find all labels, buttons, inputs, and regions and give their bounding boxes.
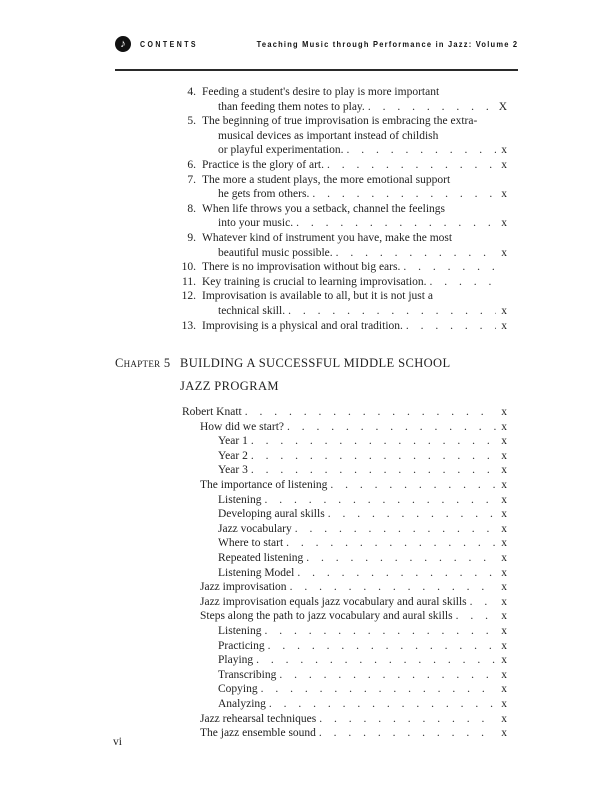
page-marker: x xyxy=(501,479,507,492)
toc-entry-row[interactable] xyxy=(115,697,507,712)
page-marker: X xyxy=(498,100,507,113)
toc-entry-row[interactable] xyxy=(115,143,507,158)
toc-entry-row[interactable] xyxy=(115,463,507,478)
toc-entry-row[interactable] xyxy=(115,668,507,683)
header-left xyxy=(115,36,211,52)
chapter-entry-list xyxy=(115,405,507,741)
entry-text: Year 1 xyxy=(218,435,248,448)
page-footer xyxy=(113,736,122,748)
entry-text: The importance of listening xyxy=(200,479,328,492)
dot-leader xyxy=(344,143,496,158)
entry-text: he gets from others. xyxy=(218,188,310,201)
page-marker: x xyxy=(501,464,507,477)
dot-leader xyxy=(365,100,496,115)
page-marker: x xyxy=(501,522,507,535)
entry-text: Listening xyxy=(218,625,262,637)
page-marker: x xyxy=(501,246,507,259)
toc-entry-row[interactable] xyxy=(115,507,507,522)
toc-entry-row[interactable] xyxy=(115,639,507,654)
page-header xyxy=(115,36,518,52)
entry-text: Jazz improvisation xyxy=(200,581,287,594)
entry-text: Robert Knatt xyxy=(182,406,242,419)
page-marker: x xyxy=(501,537,507,550)
entry-text: Year 3 xyxy=(218,464,248,477)
entry-text: Jazz vocabulary xyxy=(218,522,292,535)
dot-leader xyxy=(333,246,496,261)
entry-text: The more a student plays, the more emotional support xyxy=(202,173,451,186)
toc-entry-row[interactable] xyxy=(115,216,507,231)
entry-text: technical skill. xyxy=(218,304,286,317)
dot-leader xyxy=(316,726,496,741)
page-marker: x xyxy=(501,217,507,230)
page-marker: x xyxy=(501,595,507,608)
chapter-section xyxy=(115,352,507,741)
toc-entry-row[interactable] xyxy=(115,595,507,610)
dot-leader xyxy=(467,595,496,610)
entry-text: musical devices as important instead of childish xyxy=(218,129,439,142)
entry-text: Jazz improvisation equals jazz vocabulary and aural skills xyxy=(200,595,467,608)
page-marker: x xyxy=(501,654,507,667)
toc-entry-row[interactable] xyxy=(115,726,507,741)
entry-text: Feeding a student's desire to play is more important xyxy=(202,86,440,98)
dot-leader xyxy=(261,493,496,508)
page-marker: x xyxy=(501,727,507,740)
toc-entry-row[interactable] xyxy=(115,653,507,668)
chapter-heading xyxy=(115,352,507,398)
entry-text: Improvising is a physical and oral tradition. xyxy=(202,319,403,332)
numbered-list xyxy=(115,85,507,333)
dot-leader xyxy=(327,478,496,493)
entry-text: Copying xyxy=(218,683,258,696)
item-number: 12. xyxy=(181,290,196,303)
entry-text: When life throws you a setback, channel the feelings xyxy=(202,202,446,215)
toc-entry-row[interactable] xyxy=(115,173,507,188)
toc-entry-row[interactable] xyxy=(115,566,507,581)
chapter-title-line-2: JAZZ PROGRAM xyxy=(180,379,279,394)
toc-entry-row[interactable] xyxy=(115,187,507,202)
page-marker: x xyxy=(501,144,507,157)
item-number: 4. xyxy=(187,86,196,98)
toc-entry-row[interactable] xyxy=(115,624,507,639)
dot-leader xyxy=(258,682,496,697)
treble-clef-icon xyxy=(115,36,131,52)
toc-entry-row[interactable] xyxy=(115,712,507,727)
page-marker: x xyxy=(501,552,507,565)
dot-leader xyxy=(453,609,496,624)
toc-entry-row[interactable] xyxy=(115,275,507,290)
page-marker: x xyxy=(501,566,507,579)
toc-entry-row[interactable] xyxy=(115,609,507,624)
item-number: 8. xyxy=(187,202,196,215)
contents-label: CONTENTS xyxy=(140,39,199,49)
entry-text: How did we start? xyxy=(200,420,284,433)
entry-text: There is no improvisation without big ears. xyxy=(202,261,401,274)
item-number: 5. xyxy=(187,115,196,128)
toc-entry-row[interactable] xyxy=(115,493,507,508)
dot-leader xyxy=(242,405,496,420)
page-marker: x xyxy=(501,435,507,448)
dot-leader xyxy=(325,507,496,522)
item-number: 6. xyxy=(187,158,196,171)
page-marker: x xyxy=(501,406,507,419)
page-marker: x xyxy=(501,508,507,521)
item-number: 11. xyxy=(182,275,196,288)
page-marker: x xyxy=(501,625,507,637)
page-marker: x xyxy=(501,319,507,332)
toc-entry-row[interactable] xyxy=(115,449,507,464)
entry-text: Playing xyxy=(218,654,254,667)
item-number: 13. xyxy=(181,319,196,332)
entry-text: beautiful music possible. xyxy=(218,246,333,259)
page-marker: x xyxy=(501,712,507,725)
entry-text: Where to start xyxy=(218,537,284,550)
page-marker: x xyxy=(501,449,507,462)
item-number: 9. xyxy=(187,231,196,244)
toc-entry-row[interactable] xyxy=(115,85,507,100)
entry-text: Listening xyxy=(218,493,262,506)
page-marker: x xyxy=(501,610,507,623)
dot-leader xyxy=(261,624,496,639)
entry-text: Whatever kind of instrument you have, make the most xyxy=(202,231,453,244)
entry-text: Listening Model xyxy=(218,566,295,579)
dot-leader xyxy=(316,712,496,727)
toc-entry-row[interactable] xyxy=(115,158,507,173)
entry-text: Developing aural skills xyxy=(218,508,325,521)
dot-leader xyxy=(294,566,496,581)
entry-text: Transcribing xyxy=(218,668,277,681)
toc-entry-row[interactable] xyxy=(115,246,507,261)
dot-leader xyxy=(427,275,496,290)
dot-leader xyxy=(276,668,496,683)
page-marker: x xyxy=(501,493,507,506)
toc-entry-row[interactable] xyxy=(115,522,507,537)
entry-text: Jazz rehearsal techniques xyxy=(200,712,317,725)
page-marker: x xyxy=(501,683,507,696)
chapter-label: Chapter 5 xyxy=(115,356,171,371)
toc-entry-row[interactable] xyxy=(115,114,507,129)
dot-leader xyxy=(283,536,496,551)
toc-entry-row[interactable] xyxy=(115,129,507,144)
toc-entry-row[interactable] xyxy=(115,405,507,420)
toc-body xyxy=(115,85,507,741)
page-marker: x xyxy=(501,697,507,710)
header-rule xyxy=(115,69,518,71)
chapter-title xyxy=(180,352,451,398)
toc-entry-row[interactable] xyxy=(115,682,507,697)
page-marker: x xyxy=(501,304,507,317)
page-marker: x xyxy=(501,158,507,171)
entry-text: than feeding them notes to play. xyxy=(218,100,365,113)
entry-text: The beginning of true improvisation is embracing the extra- xyxy=(202,115,478,128)
toc-entry-row[interactable] xyxy=(115,304,507,319)
toc-entry-row[interactable] xyxy=(115,260,507,275)
entry-text: Steps along the path to jazz vocabulary and aural skills xyxy=(200,610,453,623)
toc-entry-row[interactable] xyxy=(115,231,507,246)
chapter-title-line-1: BUILDING A SUCCESSFUL MIDDLE SCHOOL xyxy=(180,356,451,371)
entry-text: Repeated listening xyxy=(218,552,304,565)
toc-entry-row[interactable] xyxy=(115,100,507,115)
page-marker: x xyxy=(501,668,507,681)
dot-leader xyxy=(403,319,496,334)
dot-leader xyxy=(303,551,496,566)
page-marker: x xyxy=(501,639,507,652)
entry-text: or playful experimentation. xyxy=(218,144,344,157)
entry-text: Practicing xyxy=(218,639,265,652)
entry-text: Analyzing xyxy=(218,697,266,710)
dot-leader xyxy=(400,260,496,275)
dot-leader xyxy=(265,639,496,654)
toc-entry-row[interactable] xyxy=(115,202,507,217)
dot-leader xyxy=(248,463,496,478)
treble-clef-glyph: ♪ xyxy=(120,37,126,50)
item-number: 10. xyxy=(181,261,196,274)
toc-entry-row[interactable] xyxy=(115,478,507,493)
item-number: 7. xyxy=(187,173,196,186)
dot-leader xyxy=(309,187,496,202)
entry-text: Improvisation is available to all, but it is not just a xyxy=(202,290,433,303)
dot-leader xyxy=(292,522,496,537)
page-marker: x xyxy=(501,581,507,594)
toc-entry-row[interactable] xyxy=(115,580,507,595)
entry-text: The jazz ensemble sound xyxy=(200,727,316,740)
dot-leader xyxy=(248,449,496,464)
running-title: Teaching Music through Performance in Jazz: Volume 2 xyxy=(256,39,518,49)
toc-entry-row[interactable] xyxy=(115,434,507,449)
toc-entry-row[interactable] xyxy=(115,420,507,435)
page-number: vi xyxy=(113,736,122,748)
entry-text: Year 2 xyxy=(218,449,248,462)
dot-leader xyxy=(324,158,496,173)
toc-entry-row[interactable] xyxy=(115,536,507,551)
dot-leader xyxy=(287,580,496,595)
page-marker: x xyxy=(501,420,507,433)
toc-entry-row[interactable] xyxy=(115,319,507,334)
dot-leader xyxy=(248,434,496,449)
dot-leader xyxy=(253,653,496,668)
toc-entry-row[interactable] xyxy=(115,551,507,566)
dot-leader xyxy=(266,697,496,712)
entry-text: into your music. xyxy=(218,217,294,230)
dot-leader xyxy=(293,216,496,231)
dot-leader xyxy=(284,420,496,435)
dot-leader xyxy=(285,304,496,319)
page-marker: x xyxy=(501,188,507,201)
entry-text: Key training is crucial to learning improvisation. xyxy=(202,275,427,288)
entry-text: Practice is the glory of art. xyxy=(202,158,324,171)
toc-entry-row[interactable] xyxy=(115,289,507,304)
